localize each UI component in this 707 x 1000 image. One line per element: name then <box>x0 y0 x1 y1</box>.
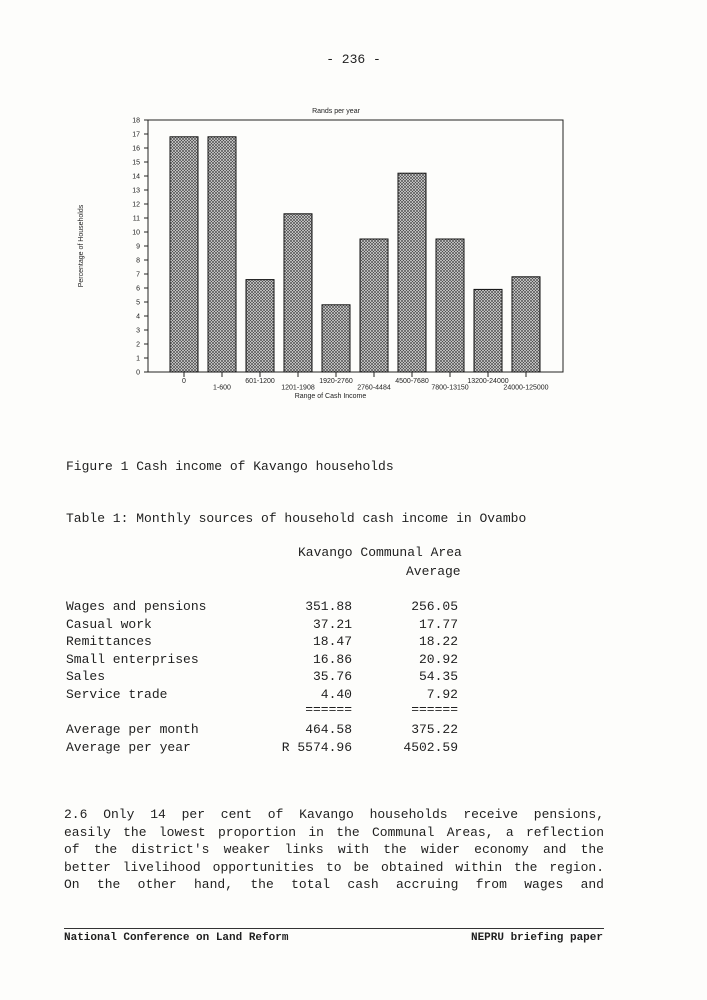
kavango-value: 35.76 <box>312 669 352 684</box>
x-tick-label: 1920-2760 <box>319 378 353 385</box>
table-total-row <box>66 740 586 758</box>
y-tick-label: 15 <box>132 159 140 167</box>
average-value: 256.05 <box>411 599 458 614</box>
y-tick-label: 5 <box>136 299 140 307</box>
y-tick-label: 14 <box>132 173 140 181</box>
y-tick-label: 4 <box>136 313 140 321</box>
separator-marks: ====== <box>411 702 458 717</box>
x-tick-label: 601-1200 <box>245 378 275 385</box>
y-tick-label: 2 <box>136 341 140 349</box>
x-tick-label: 2760-4484 <box>357 384 391 392</box>
y-tick-label: 12 <box>132 201 140 209</box>
average-value: 54.35 <box>418 669 458 684</box>
row-label: Wages and pensions <box>66 599 207 614</box>
footer-rule <box>64 928 604 929</box>
y-tick-label: 17 <box>132 131 140 139</box>
figure-caption: Figure 1 Cash income of Kavango households <box>66 459 394 474</box>
bar-24000-125000 <box>512 277 540 372</box>
y-axis-label: Percentage of Households <box>78 204 85 288</box>
table-row <box>66 599 586 617</box>
row-label: Average per month <box>66 722 199 737</box>
bar-601-1200 <box>246 280 274 372</box>
table-row <box>66 634 586 652</box>
bar-2760-4484 <box>360 239 388 372</box>
x-axis-label: Range of Cash Income <box>294 393 367 400</box>
y-tick-label: 9 <box>136 243 140 251</box>
chart-title: Rands per year <box>312 108 360 115</box>
cash-income-bar-chart <box>60 100 580 410</box>
bar-1201-1908 <box>284 214 312 372</box>
x-tick-label: 13200-24000 <box>467 378 509 385</box>
bar-1920-2760 <box>322 305 350 372</box>
kavango-value: 464.58 <box>305 722 352 737</box>
x-tick-label: 0 <box>182 378 186 385</box>
y-tick-label: 16 <box>132 145 140 153</box>
y-tick-label: 13 <box>132 187 140 195</box>
average-value: 20.92 <box>418 651 458 667</box>
separator-marks: ====== <box>305 702 352 717</box>
row-label: Casual work <box>66 616 152 632</box>
row-label: Small enterprises <box>66 651 199 667</box>
table-title: Table 1: Monthly sources of household cash income in Ovambo <box>66 511 527 526</box>
table-separator <box>66 702 586 720</box>
x-tick-label: 24000-125000 <box>503 384 549 392</box>
average-value: 4502.59 <box>403 739 458 755</box>
y-tick-label: 11 <box>132 215 140 223</box>
average-value: 17.77 <box>418 616 458 632</box>
average-value: 18.22 <box>418 634 458 649</box>
y-tick-label: 3 <box>136 327 140 335</box>
y-tick-label: 1 <box>136 355 140 363</box>
paragraph-line: of the district's weaker links with the wider economy and the <box>64 842 604 857</box>
y-tick-label: 0 <box>136 369 140 377</box>
y-tick-label: 8 <box>136 257 140 265</box>
page-number: - 236 - <box>326 52 381 67</box>
paragraph-line: easily the lowest proportion in the Communal Areas, a reflection <box>64 824 604 840</box>
x-tick-label: 1201-1908 <box>281 384 315 392</box>
column-header-average: Average <box>406 564 461 579</box>
bar-7800-13150 <box>436 239 464 372</box>
column-header-kavango: Kavango Communal Area <box>298 545 462 560</box>
kavango-value: 18.47 <box>312 634 352 649</box>
bar-4500-7680 <box>398 173 426 372</box>
table-row <box>66 617 586 635</box>
paragraph-line: better livelihood opportunities to be obtained within the region. <box>64 859 604 875</box>
bar-13200-24000 <box>474 289 502 372</box>
kavango-value: 16.86 <box>312 651 352 667</box>
row-label: Sales <box>66 669 106 684</box>
paragraph-line: 2.6 Only 14 per cent of Kavango households receive pensions, <box>64 807 604 822</box>
y-tick-label: 6 <box>136 285 140 293</box>
kavango-value: 351.88 <box>305 599 352 614</box>
y-tick-label: 10 <box>132 229 140 237</box>
row-label: Remittances <box>66 634 152 649</box>
body-paragraph <box>64 806 604 894</box>
kavango-value: 37.21 <box>312 616 352 632</box>
table-total-row <box>66 722 586 740</box>
average-value: 7.92 <box>426 686 458 702</box>
footer-conference: National Conference on Land Reform <box>64 932 289 944</box>
bar-0 <box>170 137 198 372</box>
table-row <box>66 652 586 670</box>
x-tick-label: 7800-13150 <box>431 384 469 392</box>
x-tick-label: 4500-7680 <box>395 378 429 385</box>
y-tick-label: 18 <box>132 117 140 125</box>
footer-series: NEPRU briefing paper <box>470 932 603 944</box>
x-tick-label: 1-600 <box>213 384 231 392</box>
y-tick-label: 7 <box>136 271 140 279</box>
row-label: Service trade <box>66 686 168 702</box>
average-value: 375.22 <box>411 722 458 737</box>
table-row <box>66 669 586 687</box>
row-label: Average per year <box>66 739 191 755</box>
kavango-value: 4.40 <box>320 686 352 702</box>
bar-1-600 <box>208 137 236 372</box>
paragraph-line: On the other hand, the total cash accruing from wages and <box>64 877 604 892</box>
kavango-value: R 5574.96 <box>281 739 352 755</box>
